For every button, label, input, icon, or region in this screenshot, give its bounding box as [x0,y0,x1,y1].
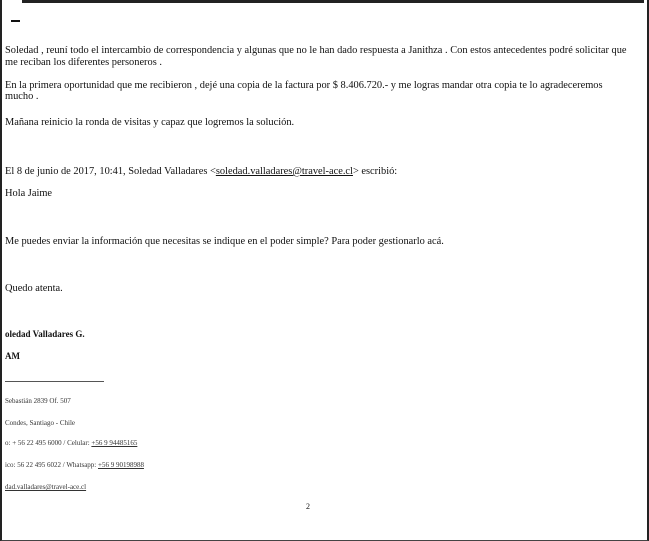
signature-email-link[interactable]: dad.valladares@travel-ace.cl [5,483,87,491]
paragraph-line-1: Soledad , reuní todo el intercambio de correspondencia y algunas que no le han dado respuesta a Janithza . Con estos antecedentes podré solicitar que [5,45,627,56]
paragraph-line-4: mucho . [5,91,39,102]
quote-closing: Quedo atenta. [5,283,63,294]
signature-phone2-link[interactable]: +56 9 90198988 [98,461,144,469]
signature-phone-prefix: o: + 56 22 495 6000 / Celular: [5,439,92,447]
paragraph-line-3: En la primera oportunidad que me recibieron , dejé una copia de la factura por $ 8.406.720.- y me logras mandar otra copia te lo agradeceremos [5,80,603,91]
signature-address-1: Sebastián 2839 Of. 507 [5,397,71,405]
signature-address-2: Condes, Santiago - Chile [5,419,75,427]
signature-phone-link[interactable]: +56 9 94485165 [91,439,138,447]
quote-header [5,166,397,177]
quote-greeting: Hola Jaime [5,188,53,199]
dash-mark [11,20,20,22]
quote-header-email-link[interactable]: soledad.valladares@travel-ace.cl [215,166,353,177]
quote-body: Me puedes enviar la información que necesitas se indique en el poder simple? Para poder gestionarlo acá. [5,236,444,247]
quote-header-suffix: > escribió: [352,166,398,177]
top-border [22,0,644,3]
signature-name: oledad Valladares G. [5,329,85,339]
signature-phone2-line [5,460,144,471]
paragraph-line-2: me reciban los diferentes personeros . [5,57,162,68]
signature-phone2-prefix: ico: 56 22 495 6022 / Whatsapp: [5,461,98,469]
quote-header-prefix: El 8 de junio de 2017, 10:41, Soledad Valladares < [5,166,216,177]
signature-divider [5,381,104,382]
signature-phone-line [5,438,137,449]
signature-title: AM [5,351,20,361]
paragraph-line-5: Mañana reinicio la ronda de visitas y capaz que logremos la solución. [5,117,295,128]
page-number: 2 [306,502,310,511]
